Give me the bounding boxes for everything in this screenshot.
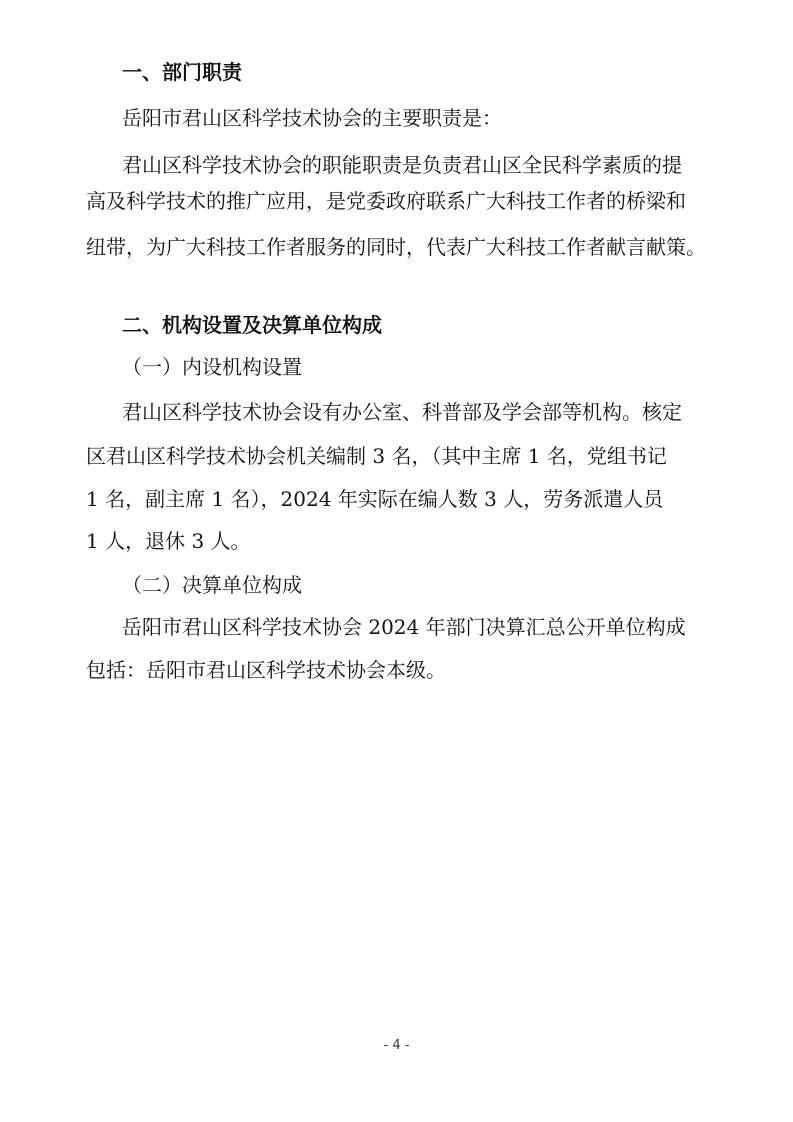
section-1-paragraph-line: 高及科学技术的推广应用，是党委政府联系广大科技工作者的桥梁和 [86, 189, 686, 213]
section-1-paragraph-line: 君山区科学技术协会的职能职责是负责君山区全民科学素质的提 [122, 153, 682, 177]
section-1-intro: 岳阳市君山区科学技术协会的主要职责是： [122, 106, 502, 130]
page-number: - 4 - [383, 1038, 410, 1053]
subsection-1-paragraph-line: 君山区科学技术协会设有办公室、科普部及学会部等机构。核定 [122, 400, 682, 424]
subsection-2-paragraph-line: 岳阳市君山区科学技术协会 2024 年部门决算汇总公开单位构成 [122, 615, 686, 639]
subsection-1-paragraph-line: 1 人，退休 3 人。 [86, 529, 251, 553]
subsection-1-title: （一）内设机构设置 [122, 355, 302, 379]
subsection-2-paragraph-line: 包括：岳阳市君山区科学技术协会本级。 [86, 658, 446, 682]
section-1-paragraph-line: 纽带，为广大科技工作者服务的同时，代表广大科技工作者献言献策。 [86, 235, 706, 259]
subsection-1-paragraph-line: 区君山区科学技术协会机关编制 3 名，（其中主席 1 名，党组书记 [86, 444, 667, 468]
subsection-2-title: （二）决算单位构成 [122, 573, 302, 597]
section-2-heading: 二、机构设置及决算单位构成 [122, 313, 382, 337]
subsection-1-paragraph-line: 1 名，副主席 1 名），2024 年实际在编人数 3 人，劳务派遣人员 [86, 487, 664, 511]
section-1-heading: 一、部门职责 [122, 60, 242, 84]
